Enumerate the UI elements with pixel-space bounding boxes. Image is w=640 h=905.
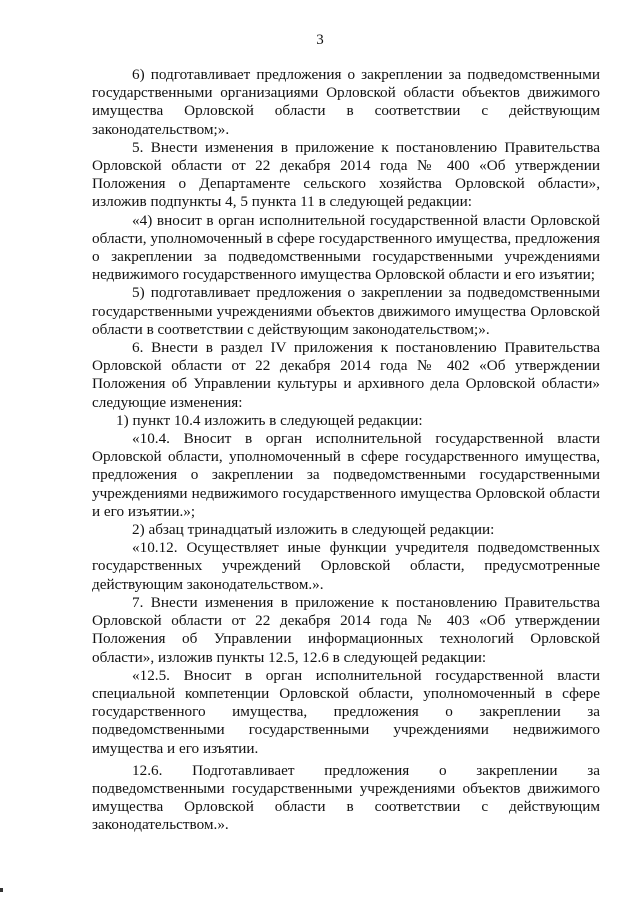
paragraph-section-7: 7. Внести изменения в приложение к постановлению Правительства Орловской области от 22 декабря 2014 года № 403 «Об утверждении Положения об Управлении информационных технологий Орловской области», изложив пункты 12.5, 12.6 в следующей редакции:	[92, 593, 600, 666]
paragraph-quote-12-5: «12.5. Вносит в орган исполнительной государственной власти специальной компетенции Орловской области, уполномоченный в сфере государственного имущества, предложения о закреплении за подведомственными государственными учреждениями недвижимого имущества и его изъятии.	[92, 666, 600, 757]
paragraph-quote-10-4: «10.4. Вносит в орган исполнительной государственной власти Орловской области, уполномоченный в сфере государственного имущества, предложения о закреплении за подведомственными государственными учреждениями недвижимого государственного имущества Орловской области и его изъятии.»;	[92, 430, 600, 520]
paragraph-quote-10-12: «10.12. Осуществляет иные функции учредителя подведомственных государственных учреждений Орловской области, предусмотренные действующим законодательством.».	[92, 539, 600, 593]
document-body	[92, 66, 600, 835]
page-number: 3	[316, 32, 324, 48]
paragraph-subitem-1: 1) пункт 10.4 изложить в следующей редакции:	[116, 411, 423, 429]
paragraph-quote-4: «4) вносит в орган исполнительной государственной власти Орловской области, уполномоченный в сфере государственного имущества, предложения о закреплении за подведомственными государственными учреждениями недвижимого государственного имущества Орловской области и его изъятии;	[92, 211, 600, 284]
paragraph-item-6-end: 6) подготавливает предложения о закреплении за подведомственными государственными организациями Орловской области объектов движимого имущества Орловской области в соответствии с действующим законодательством;».	[92, 66, 600, 138]
paragraph-section-5: 5. Внести изменения в приложение к постановлению Правительства Орловской области от 22 декабря 2014 года № 400 «Об утверждении Положения о Департаменте сельского хозяйства Орловской области», изложив подпункты 4, 5 пункта 11 в следующей редакции:	[92, 138, 600, 211]
paragraph-quote-12-6: 12.6. Подготавливает предложения о закреплении за подведомственными государственными учреждениями объектов движимого имущества Орловской области в соответствии с действующим законодательством.».	[92, 761, 600, 834]
paragraph-quote-5: 5) подготавливает предложения о закреплении за подведомственными государственными учреждениями объектов движимого имущества Орловской области в соответствии с действующим законодательством;».	[92, 284, 600, 338]
paragraph-section-6: 6. Внести в раздел IV приложения к постановлению Правительства Орловской области от 22 декабря 2014 года № 402 «Об утверждении Положения об Управлении культуры и архивного дела Орловской области» следующие изменения:	[92, 339, 600, 411]
paragraph-subitem-2: 2) абзац тринадцатый изложить в следующей редакции:	[132, 521, 495, 539]
scan-artifact	[0, 888, 3, 892]
